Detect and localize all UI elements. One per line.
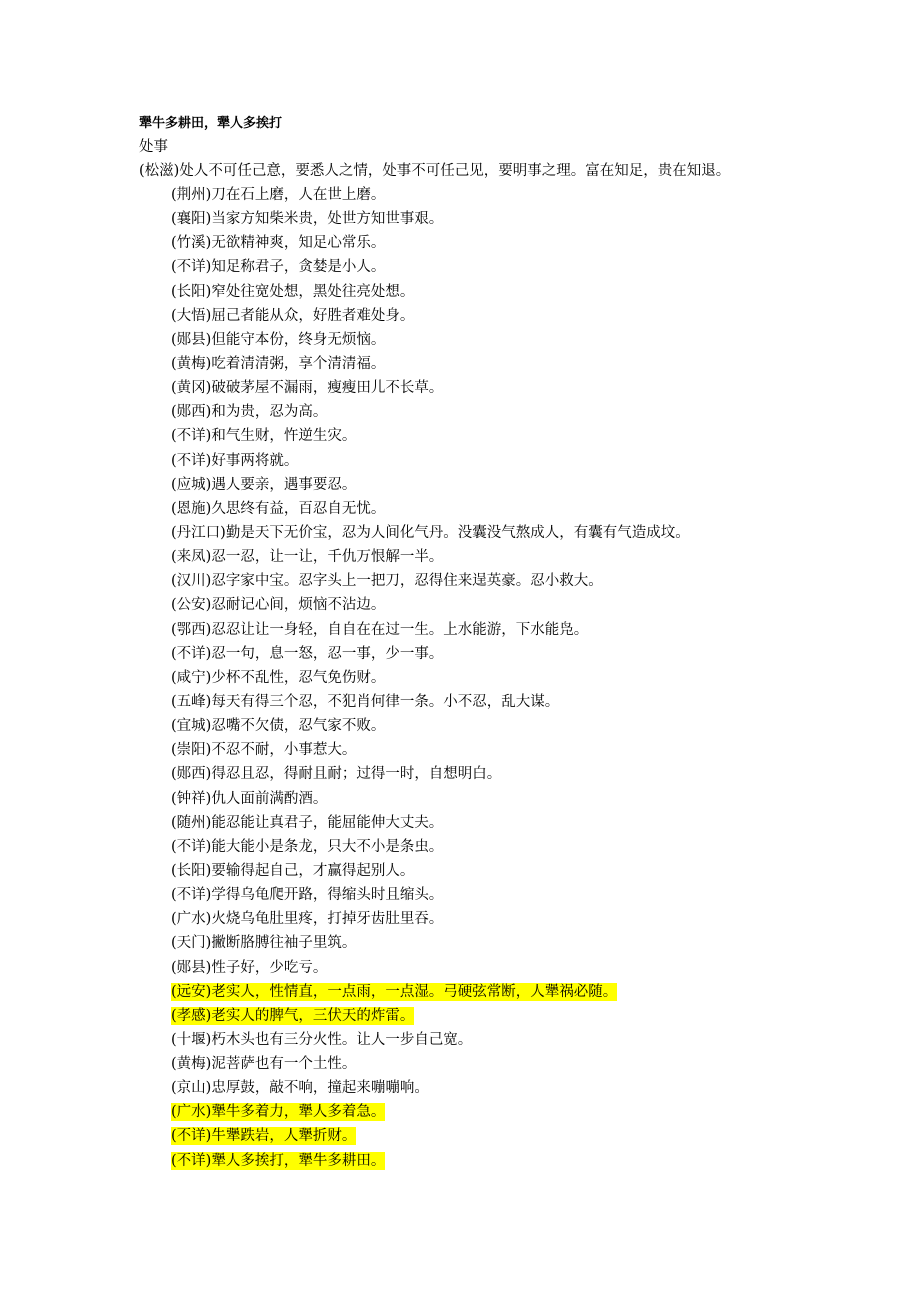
proverb-line [171, 306, 690, 330]
proverb-text: (荆州)刀在石上磨，人在世上磨。 [171, 187, 386, 203]
proverb-line [171, 185, 690, 209]
proverb-text: (天门)撇断胳膊往袖子里筑。 [171, 935, 357, 952]
proverb-text: (襄阳)当家方知柴米贵，处世方知世事艰。 [171, 211, 444, 228]
proverb-text: (不详)和气生财，忤逆生灾。 [171, 428, 357, 445]
proverb-line [171, 692, 690, 716]
proverb-line [171, 547, 690, 571]
proverb-line [171, 861, 690, 885]
proverb-line [171, 644, 690, 668]
proverb-text: (鄂西)忍忍让让一身轻，自自在在过一生。上水能游，下水能凫。 [171, 621, 589, 638]
proverb-text: (不详)学得乌龟爬开路，得缩头时且缩头。 [171, 887, 444, 904]
proverb-text: (不详)知足称君子，贪婪是小人。 [171, 259, 386, 276]
proverb-text: (丹江口)勤是天下无价宝，忍为人间化气丹。没囊没气熬成人，有囊有气造成坟。 [171, 524, 690, 541]
proverb-line [171, 282, 690, 306]
proverb-line [171, 499, 690, 523]
proverb-text: (不详)好事两将就。 [171, 452, 299, 469]
proverb-line [171, 933, 690, 957]
proverb-line [171, 451, 690, 475]
proverb-text: (广水)犟牛多着力，犟人多着急。 [171, 1104, 386, 1121]
proverb-text: (宜城)忍嘴不欠债，忍气家不败。 [171, 718, 386, 735]
proverb-line [171, 595, 690, 619]
proverb-text: (随州)能忍能让真君子，能屈能伸大丈夫。 [171, 814, 444, 831]
proverb-text: (钟祥)仇人面前满酌酒。 [171, 790, 328, 807]
proverb-text: (远安)老实人，性情直，一点雨，一点湿。弓硬弦常断，人犟祸必随。 [171, 983, 618, 1000]
proverb-line [171, 402, 690, 426]
proverb-line [171, 764, 690, 788]
proverb-line [171, 257, 690, 281]
proverb-line [171, 475, 690, 499]
proverb-text: (恩施)久思终有益，百忍自无忧。 [171, 500, 386, 517]
proverb-text: (不详)忍一句，息一怒，忍一事，少一事。 [171, 645, 444, 662]
proverb-line [171, 330, 690, 354]
proverb-line [171, 620, 690, 644]
proverb-line [171, 909, 690, 933]
document-title: 犟牛多耕田，犟人多挨打 [139, 116, 283, 131]
highlighted-proverb-line [171, 1151, 690, 1175]
proverb-line [171, 837, 690, 861]
proverb-line [171, 426, 690, 450]
proverb-line [171, 813, 690, 837]
proverb-line [171, 233, 690, 257]
lead-paragraph: (松滋)处人不可任己意，要悉人之情，处事不可任己见，要明事之理。富在知足，贵在知退。 [139, 163, 731, 179]
proverb-text: (长阳)窄处往宽处想，黑处往亮处想。 [171, 283, 415, 300]
proverb-text: (黄梅)泥菩萨也有一个土性。 [171, 1056, 357, 1073]
proverb-text: (黄冈)破破茅屋不漏雨，瘦瘦田儿不长草。 [171, 380, 444, 397]
proverb-text: (来凤)忍一忍，让一让，千仇万恨解一半。 [171, 549, 444, 566]
proverb-text: (不详)能大能小是条龙，只大不小是条虫。 [171, 838, 444, 855]
proverb-text: (广水)火烧乌龟肚里疼，打掉牙齿肚里吞。 [171, 911, 444, 928]
proverb-text: (竹溪)无欲精神爽，知足心常乐。 [171, 235, 386, 252]
proverb-line [171, 523, 690, 547]
proverb-text: (大悟)屈己者能从众，好胜者难处身。 [171, 307, 415, 324]
section-heading: 处事 [139, 139, 168, 155]
proverb-line [171, 716, 690, 740]
proverb-line [171, 789, 690, 813]
highlighted-proverb-line [171, 1006, 690, 1030]
proverb-text: (汉川)忍字家中宝。忍字头上一把刀，忍得住来逞英豪。忍小救大。 [171, 573, 603, 590]
proverb-line [171, 209, 690, 233]
proverb-text: (不详)牛犟跌岩，人犟折财。 [171, 1128, 357, 1145]
proverb-line [171, 1030, 690, 1054]
proverb-line [171, 1078, 690, 1102]
proverb-line [171, 571, 690, 595]
proverb-text: (公安)忍耐记心间，烦恼不沾边。 [171, 597, 386, 614]
proverb-text: (长阳)要输得起自己，才赢得起别人。 [171, 862, 415, 879]
proverb-text: (孝感)老实人的脾气，三伏天的炸雷。 [171, 1007, 415, 1024]
proverb-line [171, 1054, 690, 1078]
proverb-text: (五峰)每天有得三个忍，不犯肖何律一条。小不忍，乱大谋。 [171, 693, 560, 710]
proverb-list [171, 185, 690, 1175]
proverb-line [171, 958, 690, 982]
proverb-text: (郧西)和为贵，忍为高。 [171, 404, 328, 421]
highlighted-proverb-line [171, 982, 690, 1006]
proverb-text: (郧西)得忍且忍，得耐且耐；过得一时，自想明白。 [171, 766, 502, 783]
proverb-text: (郧县)性子好，少吃亏。 [171, 959, 328, 976]
proverb-text: (京山)忠厚鼓，敲不响，撞起来嘣嘣响。 [171, 1080, 429, 1097]
proverb-text: (应城)遇人要亲，遇事要忍。 [171, 476, 357, 493]
proverb-text: (十堰)朽木头也有三分火性。让人一步自己宽。 [171, 1031, 473, 1048]
proverb-line [171, 740, 690, 764]
highlighted-proverb-line [171, 1126, 690, 1150]
proverb-line [171, 668, 690, 692]
proverb-text: (黄梅)吃着清清粥，享个清清福。 [171, 355, 386, 372]
proverb-text: (咸宁)少杯不乱性，忍气免伤财。 [171, 669, 386, 686]
highlighted-proverb-line [171, 1102, 690, 1126]
proverb-text: (郧县)但能守本份，终身无烦恼。 [171, 331, 386, 348]
proverb-line [171, 354, 690, 378]
proverb-line [171, 885, 690, 909]
proverb-text: (崇阳)不忍不耐，小事惹大。 [171, 742, 357, 759]
proverb-text: (不详)犟人多挨打，犟牛多耕田。 [171, 1152, 386, 1169]
proverb-line [171, 378, 690, 402]
